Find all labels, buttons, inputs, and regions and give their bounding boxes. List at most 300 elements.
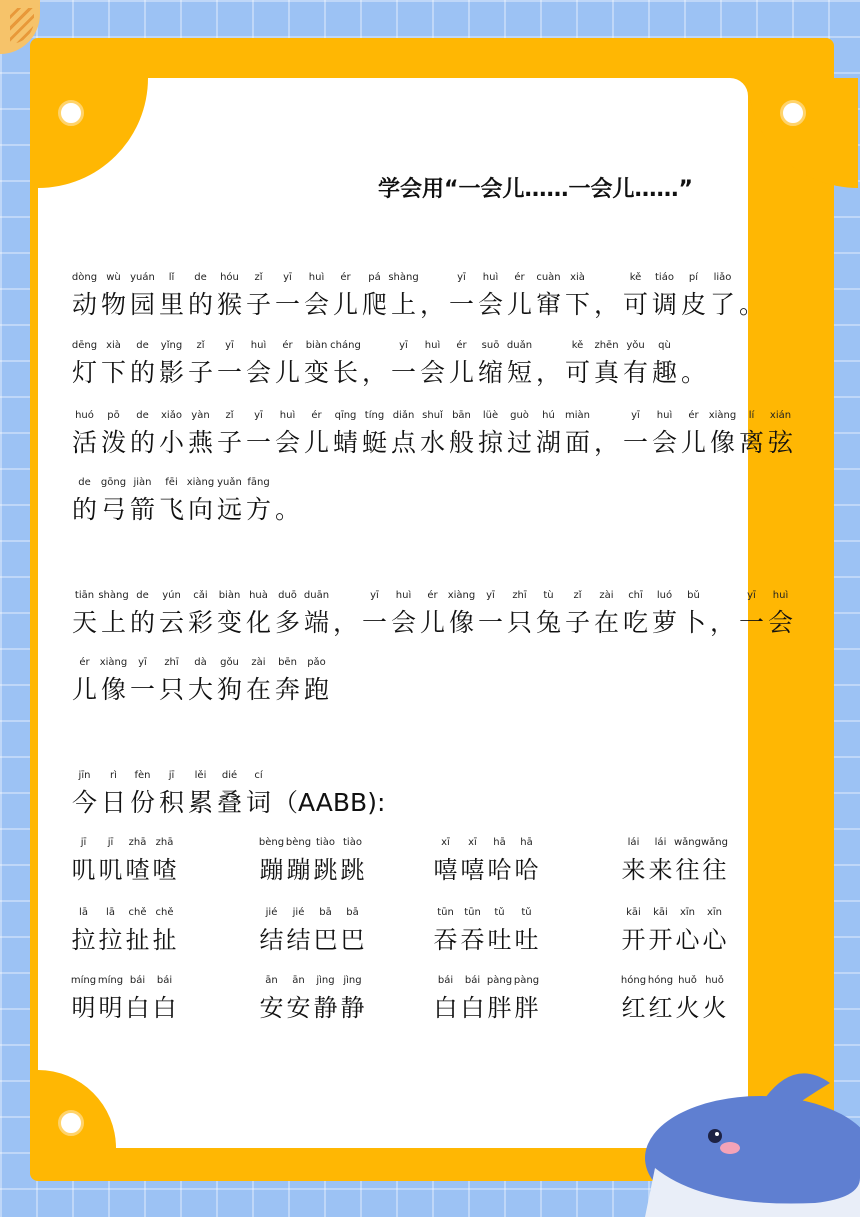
hanzi-char [302,657,331,705]
hanzi-text: 彩 [187,608,213,637]
pinyin-label: huó [75,410,94,421]
hanzi-text: 短 [506,358,532,387]
hanzi-char [505,410,534,458]
hanzi-text: 像 [100,675,126,704]
pinyin-label: ān [292,975,305,986]
hanzi-text: 儿 [303,428,329,457]
hanzi-char [339,975,366,1023]
hanzi-char [215,272,244,320]
pinyin-label: wǎng [674,837,701,848]
pinyin-label: ér [282,340,293,351]
hanzi-char [273,495,302,525]
hanzi-text: 儿 [71,675,97,704]
hanzi-char [534,410,563,458]
hanzi-char [302,590,331,638]
hanzi-text: 拉 [98,926,123,954]
hanzi-char [476,272,505,320]
hanzi-text: 有 [622,358,648,387]
hanzi-char [70,340,99,388]
hanzi-text: 儿 [448,358,474,387]
hanzi-text: 真 [593,358,619,387]
hanzi-char [151,837,178,885]
hanzi-text: 心 [702,926,727,954]
hanzi-char [99,657,128,705]
text-line [70,657,331,705]
hanzi-char [650,590,679,638]
hanzi-text: 吞 [460,926,485,954]
hanzi-text: 趣 [651,358,677,387]
corner-dot [780,100,806,126]
hanzi-char [708,272,737,320]
pinyin-label: yī [283,272,292,283]
hanzi-char [766,590,795,638]
heading-suffix: （AABB): [273,788,386,817]
hanzi-char [432,975,459,1023]
hanzi-char [302,272,331,320]
hanzi-text: 的 [187,290,213,319]
hanzi-char [157,477,186,525]
pinyin-label: huì [482,272,499,283]
hanzi-char [302,410,331,458]
hanzi-text: 像 [448,608,474,637]
pinyin-label: gōng [100,477,127,488]
pinyin-label: pō [107,410,120,421]
hanzi-text: 今 [71,788,97,817]
pinyin-label: lái [654,837,667,848]
pinyin-label: xiǎo [161,410,182,421]
hanzi-text: 安 [259,994,284,1022]
hanzi-char [459,837,486,885]
hanzi-text: 会 [651,428,677,457]
hanzi-text: 跑 [303,675,329,704]
hanzi-char [70,770,99,818]
hanzi-char [592,428,621,458]
hanzi-char [476,590,505,638]
hanzi-text: 红 [621,994,646,1022]
hanzi-char [592,590,621,638]
pinyin-label: dà [194,657,207,668]
hanzi-text: 会 [274,428,300,457]
hanzi-text: 缩 [477,358,503,387]
hanzi-text: 蜓 [361,428,387,457]
hanzi-text: 调 [651,290,677,319]
hanzi-text: 一 [274,290,300,319]
pinyin-label: xiàng [99,657,128,668]
hanzi-text: 子 [187,358,213,387]
pinyin-label: kě [571,340,584,351]
hanzi-text: 像 [709,428,735,457]
pinyin-label: lái [627,837,640,848]
hanzi-char [389,590,418,638]
hanzi-text: 开 [621,926,646,954]
hanzi-text: ， [361,358,387,387]
hanzi-char [674,837,701,885]
hanzi-text: 白 [433,994,458,1022]
hanzi-char [701,907,728,955]
hanzi-char [157,590,186,638]
hanzi-char [360,590,389,638]
hanzi-char [701,837,728,885]
hanzi-text: 面 [564,428,590,457]
hanzi-text: 嘻 [460,856,485,884]
pinyin-label: shàng [388,272,419,283]
hanzi-text: ， [535,358,561,387]
pinyin-label: bā [319,907,332,918]
pinyin-label: gǒu [220,657,239,668]
hanzi-text: 叽 [98,856,123,884]
pinyin-label: duān [303,590,330,601]
pinyin-label: kāi [653,907,668,918]
hanzi-text: 儿 [274,358,300,387]
pinyin-label: lā [79,907,88,918]
pinyin-label: liǎo [713,272,732,283]
pinyin-label: duō [278,590,297,601]
hanzi-text: 向 [187,495,213,524]
pinyin-label: ér [340,272,351,283]
pinyin-label: hóng [647,975,674,986]
hanzi-char [186,590,215,638]
pinyin-label: jī [168,770,175,781]
hanzi-char [563,590,592,638]
hanzi-char [285,837,312,885]
pinyin-label: de [136,590,149,601]
hanzi-char [258,975,285,1023]
pinyin-label: hā [520,837,533,848]
pinyin-label: huì [250,340,267,351]
hanzi-char [708,608,737,638]
hanzi-text: 叽 [71,856,96,884]
hanzi-char [312,975,339,1023]
hanzi-text: 吞 [433,926,458,954]
pinyin-label: wǎng [701,837,728,848]
pinyin-label: pàng [486,975,513,986]
hanzi-char [447,272,476,320]
pinyin-label: lǐ [168,272,175,283]
pinyin-label: hóu [220,272,239,283]
pinyin-label: de [78,477,91,488]
hanzi-char [647,907,674,955]
pinyin-label: yún [162,590,181,601]
pinyin-label: huì [424,340,441,351]
pinyin-label: fēi [165,477,178,488]
hanzi-char [312,837,339,885]
hanzi-char [447,410,476,458]
word-item [620,907,728,955]
pinyin-label: tūn [437,907,454,918]
pinyin-label: yī [457,272,466,283]
pinyin-label: zài [251,657,266,668]
pinyin-label: bǔ [687,590,700,601]
hanzi-char [285,975,312,1023]
hanzi-text: 了 [709,290,735,319]
hanzi-text: ， [709,608,735,637]
pinyin-label: xiàng [447,590,476,601]
hanzi-char [99,272,128,320]
hanzi-char [679,590,708,638]
hanzi-char [128,657,157,705]
hanzi-text: 物 [100,290,126,319]
pinyin-label: huì [656,410,673,421]
hanzi-char [186,340,215,388]
pinyin-label: tiào [343,837,362,848]
hanzi-text: 累 [187,788,213,817]
hanzi-char [330,340,361,388]
hanzi-char [513,907,540,955]
hanzi-char [620,975,647,1023]
hanzi-text: 燕 [187,428,213,457]
hanzi-text: 。 [738,290,764,319]
hanzi-text: 蹦 [259,856,284,884]
hanzi-text: 往 [702,856,727,884]
hanzi-text: 可 [564,358,590,387]
pinyin-label: cí [254,770,263,781]
hanzi-char [563,272,592,320]
pinyin-label: chě [155,907,174,918]
pinyin-label: zài [599,590,614,601]
hanzi-char [312,907,339,955]
pinyin-label: diǎn [392,410,415,421]
hanzi-char [186,272,215,320]
hanzi-text: 兔 [535,608,561,637]
hanzi-text: 往 [675,856,700,884]
hanzi-text: 端 [303,608,329,637]
pinyin-label: ér [311,410,322,421]
pinyin-label: pá [368,272,381,283]
hanzi-text: 巴 [313,926,338,954]
hanzi-char [151,907,178,955]
hanzi-char [186,657,215,705]
pinyin-label: xī [468,837,477,848]
text-line [70,272,766,320]
hanzi-text: 小 [158,428,184,457]
hanzi-char [701,975,728,1023]
word-item [258,975,366,1023]
text-line [70,477,302,525]
pinyin-label: bā [346,907,359,918]
hanzi-text: 来 [621,856,646,884]
word-item [70,975,178,1023]
pinyin-label: yī [254,410,263,421]
pinyin-label: huì [772,590,789,601]
hanzi-text: 火 [702,994,727,1022]
pinyin-label: huǒ [678,975,697,986]
hanzi-char [360,410,389,458]
hanzi-text: ， [593,428,619,457]
hanzi-text: 远 [216,495,242,524]
hanzi-text: 嘻 [433,856,458,884]
hanzi-text: 狗 [216,675,242,704]
hanzi-char [679,410,708,458]
hanzi-char [244,590,273,638]
hanzi-text: 静 [313,994,338,1022]
hanzi-char [513,975,540,1023]
hanzi-text: 吃 [622,608,648,637]
hanzi-text: 开 [648,926,673,954]
hanzi-text: 会 [303,290,329,319]
pinyin-label: wù [106,272,121,283]
hanzi-char [97,907,124,955]
hanzi-char [447,590,476,638]
hanzi-char [128,477,157,525]
hanzi-text: 一 [738,608,764,637]
word-item [620,837,728,885]
hanzi-text: 般 [448,428,474,457]
hanzi-char [679,358,708,388]
pinyin-label: fèn [134,770,151,781]
hanzi-char [244,272,273,320]
hanzi-char [99,410,128,458]
pinyin-label: dòng [71,272,98,283]
hanzi-char [679,272,708,320]
hanzi-text: 灯 [71,358,97,387]
hanzi-text: 下 [564,290,590,319]
hanzi-text: 只 [158,675,184,704]
pinyin-label: ér [514,272,525,283]
hanzi-text: 变 [303,358,329,387]
hanzi-text: 下 [100,358,126,387]
hanzi-text: 蹦 [286,856,311,884]
hanzi-char [592,340,621,388]
hanzi-char [476,410,505,458]
hanzi-char [258,907,285,955]
hanzi-text: 跳 [340,856,365,884]
hanzi-text: 子 [216,428,242,457]
pinyin-label: pàng [513,975,540,986]
pinyin-label: zhā [128,837,147,848]
hanzi-text: ， [419,290,445,319]
hanzi-char [98,590,129,638]
hanzi-char [620,907,647,955]
hanzi-char [620,837,647,885]
whale-icon [645,1068,860,1217]
hanzi-char [273,410,302,458]
pinyin-label: guò [510,410,529,421]
pinyin-label: xià [106,340,121,351]
hanzi-text: 会 [390,608,416,637]
hanzi-char [244,770,273,818]
hanzi-text: 点 [390,428,416,457]
hanzi-char [215,590,244,638]
pinyin-label: xiàng [708,410,737,421]
pinyin-label: zǐ [196,340,205,351]
hanzi-char [70,657,99,705]
hanzi-char [70,975,97,1023]
text-line [70,410,795,458]
hanzi-text: 弦 [767,428,793,457]
hanzi-text: 子 [564,608,590,637]
pinyin-label: jié [292,907,305,918]
pinyin-label: yàn [191,410,210,421]
pinyin-label: kě [629,272,642,283]
hanzi-char [186,770,215,818]
pinyin-label: huǒ [705,975,724,986]
hanzi-text: 词 [245,788,271,817]
hanzi-text: 跳 [313,856,338,884]
hanzi-text: 掠 [477,428,503,457]
pinyin-label: zǐ [254,272,263,283]
pinyin-label: xīn [706,907,723,918]
pinyin-label: huì [279,410,296,421]
hanzi-text: 叠 [216,788,242,817]
hanzi-text: 明 [98,994,123,1022]
hanzi-char [621,590,650,638]
page-title: 学会用“一会儿……一会儿……” [378,177,693,202]
pinyin-label: tíng [364,410,385,421]
pinyin-label: hú [542,410,555,421]
pinyin-label: lüè [482,410,499,421]
pinyin-label: zhī [164,657,179,668]
hanzi-char [459,907,486,955]
pinyin-label: bèng [285,837,312,848]
hanzi-text: 火 [675,994,700,1022]
pinyin-label: kāi [626,907,641,918]
hanzi-char [389,410,418,458]
hanzi-text: 会 [419,358,445,387]
pinyin-label: dié [221,770,238,781]
hanzi-text: 方 [245,495,271,524]
pinyin-label: shuǐ [422,410,443,421]
hanzi-char [151,975,178,1023]
hanzi-char [708,410,737,458]
hanzi-char [621,272,650,320]
pinyin-label: zhā [155,837,174,848]
pinyin-label: rì [110,770,117,781]
hanzi-char [273,272,302,320]
hanzi-text: 泼 [100,428,126,457]
pinyin-label: qīng [334,410,357,421]
hanzi-char [70,837,97,885]
hanzi-text: 份 [129,788,155,817]
hanzi-char [534,358,563,388]
hanzi-text: ， [332,608,358,637]
pinyin-label: ér [79,657,90,668]
hanzi-char [97,837,124,885]
pinyin-label: ér [427,590,438,601]
hanzi-text: 上 [390,290,416,319]
hanzi-char [157,410,186,458]
hanzi-char [476,340,505,388]
pinyin-label: yuán [130,272,155,283]
hanzi-text: 的 [129,428,155,457]
hanzi-char [244,477,273,525]
hanzi-text: 卜 [680,608,706,637]
pinyin-label: cháng [330,340,361,351]
hanzi-text: 吐 [487,926,512,954]
hanzi-char [737,290,766,320]
hanzi-text: 儿 [506,290,532,319]
hanzi-text: 一 [129,675,155,704]
hanzi-char [258,837,285,885]
hanzi-char [650,410,679,458]
pinyin-label: hā [493,837,506,848]
pinyin-label: bēn [278,657,297,668]
hanzi-text: 胖 [514,994,539,1022]
hanzi-char [621,410,650,458]
pinyin-label: bái [156,975,173,986]
pinyin-label: de [194,272,207,283]
hanzi-char [97,975,124,1023]
pinyin-label: miàn [565,410,590,421]
hanzi-text: 多 [274,608,300,637]
hanzi-char [285,907,312,955]
hanzi-char [737,590,766,638]
pinyin-label: zǐ [225,410,234,421]
hanzi-text: 喳 [125,856,150,884]
pinyin-label: tiān [74,590,95,601]
hanzi-text: 扯 [125,926,150,954]
pinyin-label: xián [769,410,792,421]
hanzi-text: 一 [477,608,503,637]
